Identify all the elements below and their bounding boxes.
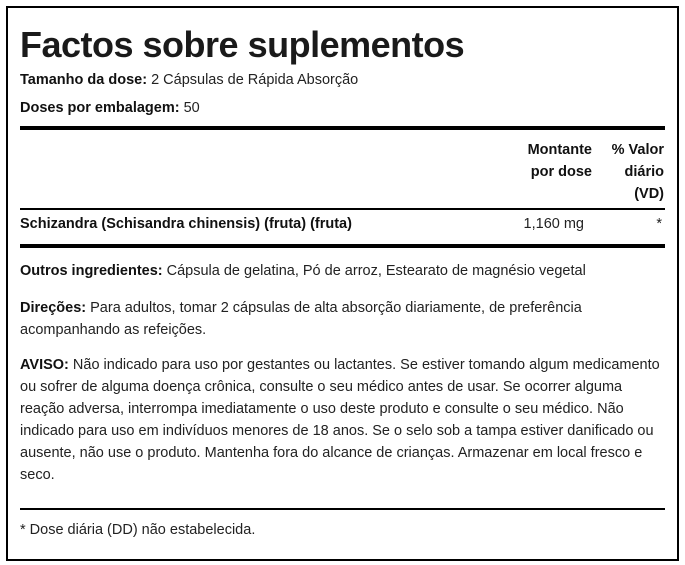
ingredient-dv: * (656, 216, 662, 232)
ingredient-amount: 1,160 mg (523, 216, 584, 232)
serving-size-label: Tamanho da dose: (20, 72, 148, 88)
serving-size (20, 72, 358, 88)
supplement-facts-panel (6, 6, 679, 561)
serving-size-value: 2 Cápsulas de Rápida Absorção (151, 72, 359, 88)
daily-value-header (604, 139, 664, 205)
panel-title: Factos sobre suplementos (20, 24, 465, 65)
other-ingredients-text: Cápsula de gelatina, Pó de arroz, Estearato de magnésio vegetal (166, 263, 586, 279)
other-ingredients-label: Outros ingredientes: (20, 263, 163, 279)
divider-footnote (20, 508, 665, 510)
divider-thick (20, 126, 665, 130)
amount-header-line2: por dose (530, 164, 592, 180)
ingredient-name: Schizandra (Schisandra chinensis) (fruta) (fruta) (20, 216, 352, 232)
warning (20, 354, 665, 486)
directions (20, 297, 665, 341)
dv-header-line3: (VD) (634, 186, 664, 202)
servings-per-container-value: 50 (183, 100, 200, 116)
other-ingredients (20, 260, 665, 282)
divider-thin (20, 208, 665, 210)
footnote: * Dose diária (DD) não estabelecida. (20, 522, 256, 538)
dv-header-line1: % Valor (611, 142, 664, 158)
directions-text: Para adultos, tomar 2 cápsulas de alta absorção diariamente, de preferência acompanhando as refeições. (20, 300, 582, 338)
servings-per-container (20, 100, 200, 116)
amount-header-line1: Montante (527, 142, 592, 158)
servings-per-container-label: Doses por embalagem: (20, 100, 180, 116)
warning-text: Não indicado para uso por gestantes ou lactantes. Se estiver tomando algum medicamento ou sofrer de alguma doença crônica, consulte o seu médico antes de usar. Se ocorrer alguma reação adversa, interrompa imediatamente o uso deste produto e consulte o seu médico. Não indicado para uso em indivíduos menores de 18 anos. Se o selo sob a tampa estiver danificado ou ausente, não use o produto. Mantenha fora do alcance de crianças. Armazenar em local fresco e seco. (20, 357, 660, 483)
directions-label: Direções: (20, 300, 87, 316)
dv-header-line2: diário (624, 164, 664, 180)
divider-thick-bottom (20, 244, 665, 248)
warning-label: AVISO: (20, 357, 69, 373)
amount-per-serving-header (476, 139, 592, 183)
